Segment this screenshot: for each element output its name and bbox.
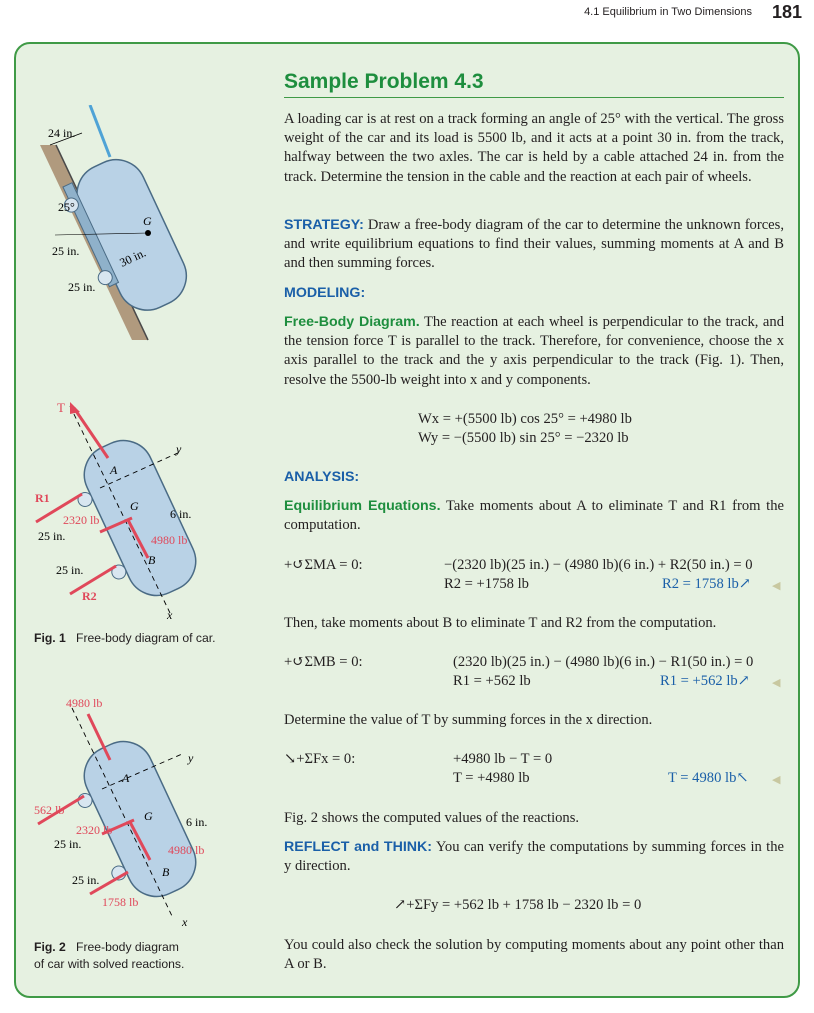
w2320-label: 2320 lb: [63, 513, 100, 527]
title-rule: [284, 97, 784, 98]
fig2-label: Fig. 2: [34, 940, 66, 954]
fig1-caption: [34, 630, 216, 647]
fig2-caption-line1: Free-body diagram: [76, 940, 179, 954]
g-label: G: [143, 214, 152, 228]
modeling-label: MODELING:: [284, 285, 366, 301]
w4980-label: 4980 lb: [151, 533, 188, 547]
r1-label: 562 lb: [34, 803, 65, 817]
loading-car-illustration: [30, 105, 230, 355]
dim-6: 6 in.: [186, 815, 208, 829]
result-marker: ◀: [772, 774, 781, 786]
x-label: x: [167, 608, 173, 622]
r2-label: R2: [82, 589, 97, 603]
fig2-caption: [34, 939, 184, 973]
running-header: [0, 0, 814, 30]
fbd-paragraph: [284, 313, 784, 390]
r1-label: R1: [35, 491, 50, 505]
eq-b-line1: (2320 lb)(25 in.) − (4980 lb)(6 in.) − R1(50 in.) = 0: [453, 654, 754, 670]
result-marker: ◀: [772, 580, 781, 592]
a-label: A: [122, 771, 130, 785]
fig2-diagram: [30, 694, 250, 926]
w2320-label: 2320 lb: [76, 823, 113, 837]
eq-b-lhs: +↺ΣMB = 0:: [284, 654, 363, 670]
reflect-text: You can verify the computations by summing forces in the y direction.: [284, 839, 784, 875]
cable: [90, 105, 110, 157]
dim-25b: 25 in.: [72, 873, 100, 887]
strategy-label: STRATEGY:: [284, 217, 364, 233]
eq-a-result: R2 = 1758 lb↗: [662, 576, 751, 592]
page-number: 181: [771, 2, 802, 22]
eq-a-line1: −(2320 lb)(25 in.) − (4980 lb)(6 in.) + R2(50 in.) = 0: [444, 557, 753, 573]
dim-24: 24 in.: [48, 126, 76, 140]
eq-a-line2: R2 = +1758 lb: [444, 576, 529, 592]
dim-25a: 25 in.: [38, 529, 66, 543]
car-body: [55, 150, 197, 326]
wx-equation: Wx = +(5500 lb) cos 25° = +4980 lb: [418, 411, 632, 427]
dim-6: 6 in.: [170, 507, 192, 521]
determine-paragraph: Determine the value of T by summing forces in the x direction.: [284, 712, 653, 728]
t-label: 4980 lb: [66, 696, 103, 710]
t-label: T: [57, 400, 65, 415]
w4980-label: 4980 lb: [168, 843, 205, 857]
reflect-paragraph: [284, 838, 784, 876]
reflect-label: REFLECT and THINK:: [284, 839, 433, 855]
problem-title: Sample Problem 4.3: [284, 70, 484, 93]
dim-25b: 25 in.: [56, 563, 84, 577]
b-label: B: [162, 865, 170, 879]
equilibrium-label: Equilibrium Equations.: [284, 498, 441, 514]
fig1-label: Fig. 1: [34, 631, 66, 645]
fbd-label: Free-Body Diagram.: [284, 314, 420, 330]
strategy-text: Draw a free-body diagram of the car to determine the unknown forces, and write equilibrium equations to find their values, summing moments at A and B and then summing forces.: [284, 217, 784, 272]
g-label: G: [144, 809, 153, 823]
eq-x-line2: T = +4980 lb: [453, 770, 530, 786]
dim-25a: 25 in.: [52, 244, 80, 258]
eq-b-line2: R1 = +562 lb: [453, 673, 531, 689]
fbd-text: The reaction at each wheel is perpendicular to the track, and the tension force T is parallel to the track. Therefore, for convenience, choose the x axis parallel to the track and the y axis perpendicular to the track (Fig. 1). Then, resolve the 5500-lb weight into x and y components.: [284, 314, 784, 388]
arrowhead: [70, 402, 80, 414]
fig1-caption-text: Free-body diagram of car.: [76, 631, 216, 645]
eq-a-lhs: +↺ΣMA = 0:: [284, 557, 363, 573]
final-paragraph: You could also check the solution by computing moments about any point other than A or B.: [284, 937, 784, 973]
strategy-paragraph: [284, 216, 784, 274]
eq-b-result: R1 = +562 lb↗: [660, 673, 750, 689]
section-title: 4.1 Equilibrium in Two Dimensions: [584, 6, 752, 18]
dim-30: 30 in.: [117, 245, 149, 270]
x-label: x: [182, 915, 188, 926]
dim-25a: 25 in.: [54, 837, 82, 851]
equilibrium-text: Take moments about A to eliminate T and R1 from the computation.: [284, 498, 784, 534]
angle-25: 25°: [58, 200, 75, 214]
result-marker: ◀: [772, 677, 781, 689]
problem-statement: A loading car is at rest on a track forming an angle of 25° with the vertical. The gross weight of the car and its load is 5500 lb, and it acts at a point 30 in. from the track, halfway between the two axles. The car is held by a cable attached 24 in. from the track. Determine the tension in the cable and the reaction at each pair of wheels.: [284, 111, 784, 185]
b-label: B: [148, 553, 156, 567]
y-label: y: [176, 442, 182, 456]
r2-label: 1758 lb: [102, 895, 139, 909]
eq-y: ↗+ΣFy = +562 lb + 1758 lb − 2320 lb = 0: [394, 897, 642, 913]
fig2-caption-line2: of car with solved reactions.: [34, 957, 185, 971]
then-paragraph: Then, take moments about B to eliminate T and R2 from the computation.: [284, 615, 717, 631]
equilibrium-paragraph: [284, 497, 784, 535]
y-label: y: [188, 751, 194, 765]
fig2-reference: Fig. 2 shows the computed values of the reactions.: [284, 810, 580, 826]
wy-equation: Wy = −(5500 lb) sin 25° = −2320 lb: [418, 430, 629, 446]
dim-25b: 25 in.: [68, 280, 96, 294]
eq-x-result: T = 4980 lb↖: [668, 770, 749, 786]
fig1-diagram: [30, 398, 250, 623]
analysis-label: ANALYSIS:: [284, 469, 360, 485]
a-label: A: [110, 463, 118, 477]
eq-x-lhs: ↘+ΣFx = 0:: [284, 751, 356, 767]
eq-x-line1: +4980 lb − T = 0: [453, 751, 553, 767]
g-label: G: [130, 499, 139, 513]
